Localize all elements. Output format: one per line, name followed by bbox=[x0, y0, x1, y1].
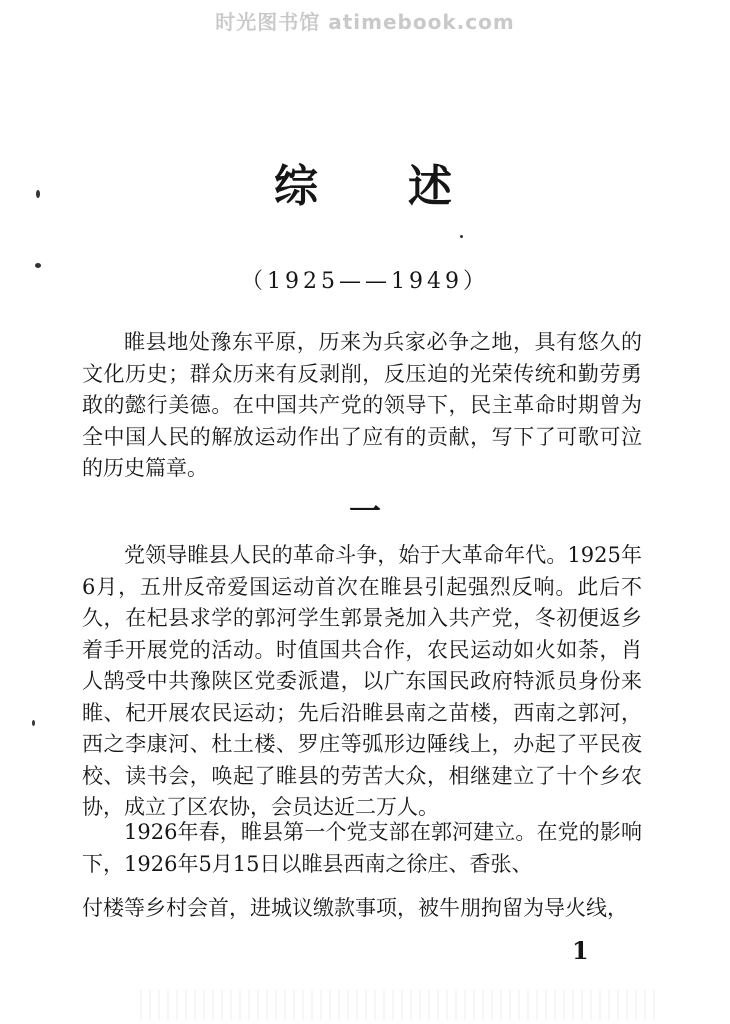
watermark-text: 时光图书馆 atimebook.com bbox=[215, 10, 515, 34]
page-title-left: 综 bbox=[274, 161, 322, 212]
page-title bbox=[0, 150, 730, 214]
scan-speck bbox=[36, 190, 40, 198]
scan-speck bbox=[460, 235, 463, 238]
intro-paragraph: 睢县地处豫东平原，历来为兵家必争之地，具有悠久的文化历史；群众历来有反剥削，反压迫的光荣传统和勤劳勇敢的懿行美德。在中国共产党的领导下，民主革命时期曾为全中国人民的解放运动作出了应有的贡献，写下了可歌可泣的历史篇章。 bbox=[82, 330, 642, 480]
body-paragraph: 1926年春，睢县第一个党支部在郭河建立。在党的影响下，1926年5月15日以睢县西南之徐庄、香张、 bbox=[82, 820, 642, 876]
page-number: 1 bbox=[572, 936, 589, 965]
section-marker: 一 bbox=[348, 492, 381, 530]
body-paragraph-continued: 付楼等乡村会首，进城议缴款事项，被牛朋拘留为导火线， bbox=[82, 896, 628, 920]
date-range-subtitle: （1925——1949） bbox=[241, 269, 489, 294]
scan-speck bbox=[35, 263, 41, 268]
page-title-right: 述 bbox=[408, 161, 456, 212]
body-paragraph: 党领导睢县人民的革命斗争，始于大革命年代。1925年6月，五卅反帝爱国运动首次在睢县引起强烈反响。此后不久，在杞县求学的郭河学生郭景尧加入共产党，冬初便返乡着手开展党的活动。时值国共合作，农民运动如火如荼，肖人鹄受中共豫陕区党委派遣，以广东国民政府特派员身份来睢、杞开展农民运动；先后沿睢县南之苗楼，西南之郭河，西之李康河、杜土楼、罗庄等弧形边陲线上，办起了平民夜校、读书会，唤起了睢县的劳苦大众，相继建立了十个乡农协，成立了区农协，会员达近二万人。 bbox=[82, 543, 642, 819]
scan-noise bbox=[140, 990, 660, 1020]
scan-speck bbox=[32, 720, 35, 726]
